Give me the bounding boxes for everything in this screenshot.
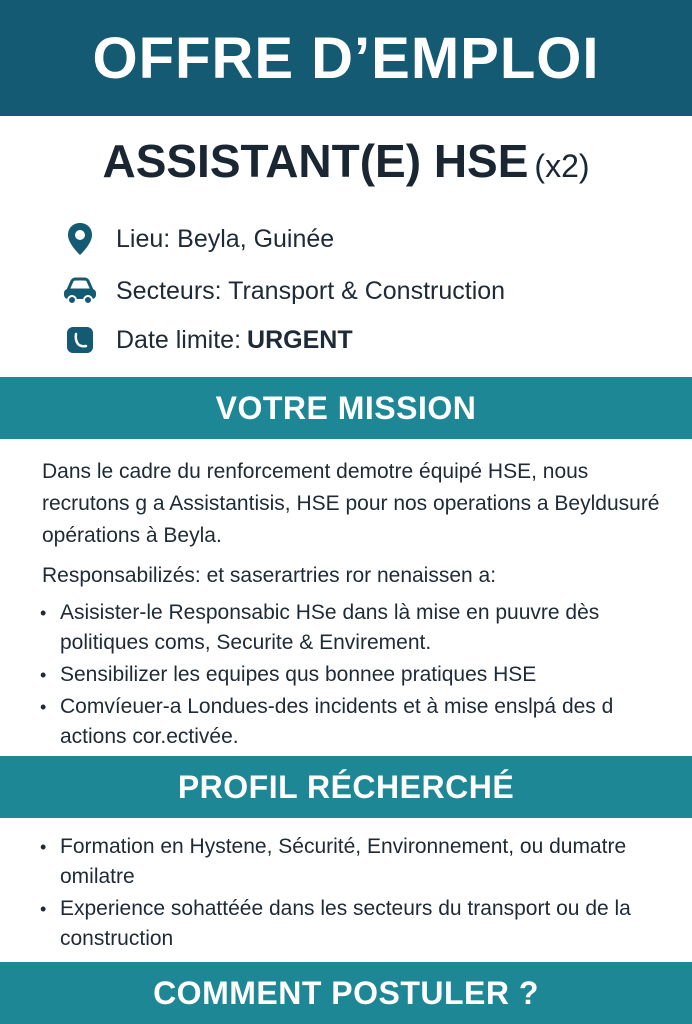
list-item: • Sensibilizer les equipes qus bonnee pratiques HSE (40, 663, 537, 686)
deadline-label: Date limite: (116, 325, 242, 354)
job-title (0, 134, 692, 188)
car-icon (62, 274, 98, 308)
location-pin-icon (62, 222, 98, 256)
list-item: • Experience sohattéée dans les secteurs du transport ou de la construction (40, 897, 631, 950)
responsibilities-heading: Responsabilizés: et saserartries ror nenaissen a: (42, 564, 497, 587)
deadline-value: URGENT (247, 325, 353, 354)
list-item: • Formation en Hystene, Sécurité, Environnement, ou dumatre omilatre (40, 835, 627, 888)
mission-section-bar (0, 377, 692, 439)
mission-bullets (40, 598, 660, 754)
apply-title: COMMENT POSTULER ? (153, 974, 539, 1011)
list-item: • Asisister-le Responsabic HSe dans là mise en puuvre dès politiques coms, Securite & Envirement. (40, 601, 600, 654)
header-banner (0, 0, 692, 116)
profile-title: PROFIL RÉCHERCHÉ (177, 768, 515, 805)
profile-section-bar (0, 756, 692, 818)
sectors-text: Secteurs: Transport & Construction (116, 276, 506, 305)
location-text: Lieu: Beyla, Guinée (116, 224, 335, 253)
list-item: • Comvíeuer-a Londues-des incidents et à mise enslpá des d actions cor.ectivée. (40, 695, 614, 748)
mission-intro: Dans le cadre du renforcement demotre équipé HSE, nous recrutons g a Assistantisis, HSE pour nos operations a Beyldusuré opérations à Beyla. (42, 460, 660, 547)
profile-bullets (40, 832, 660, 956)
job-count: (x2) (534, 148, 590, 184)
job-title-text: ASSISTANT(E) HSE (102, 135, 529, 187)
info-sectors (62, 274, 505, 308)
info-location (62, 222, 334, 256)
apply-section-bar (0, 962, 692, 1024)
info-deadline (62, 323, 353, 357)
calendar-icon (62, 323, 98, 357)
mission-title: VOTRE MISSION (215, 389, 477, 426)
page-title: OFFRE D’EMPLOI (92, 25, 600, 91)
